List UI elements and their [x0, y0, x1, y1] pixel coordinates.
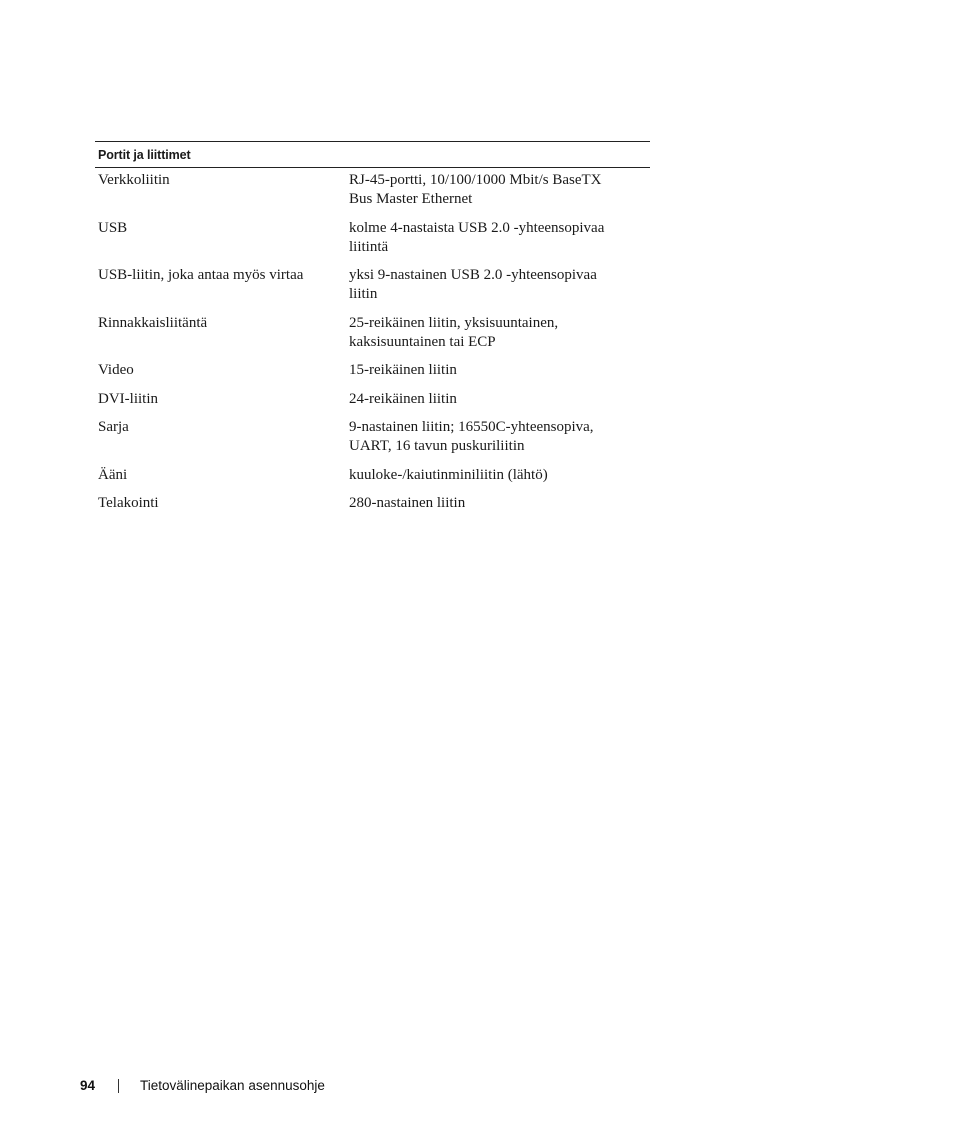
- row-label: DVI-liitin: [98, 390, 158, 407]
- page-number: 94: [80, 1078, 96, 1093]
- row-label: Verkkoliitin: [98, 172, 170, 188]
- table-row: [95, 266, 650, 304]
- row-value: 280-nastainen liitin: [349, 495, 466, 511]
- table-rows: [95, 168, 650, 513]
- row-value: 25-reikäinen liitin, yksisuuntainen, kaksisuuntainen tai ECP: [349, 314, 559, 350]
- row-value: 24-reikäinen liitin: [349, 390, 457, 407]
- table-row: [95, 361, 650, 380]
- row-value: kuuloke-/kaiutinminiliitin (lähtö): [349, 466, 548, 483]
- ports-connectors-table: [95, 141, 650, 523]
- table-row: [95, 418, 650, 456]
- row-label: USB-liitin, joka antaa myös virtaa: [98, 267, 304, 283]
- row-value: 15-reikäinen liitin: [349, 362, 457, 378]
- table-row: [95, 390, 650, 409]
- table-row: [95, 466, 650, 485]
- row-label: Rinnakkaisliitäntä: [98, 314, 208, 331]
- table-header: [95, 141, 650, 168]
- row-label: Telakointi: [98, 495, 159, 511]
- table-row: [95, 219, 650, 257]
- row-label: Ääni: [98, 466, 128, 483]
- table-header-title: Portit ja liittimet: [98, 147, 191, 162]
- row-value: kolme 4-nastaista USB 2.0 -yhteensopivaa liitintä: [349, 219, 605, 255]
- table-row: [95, 171, 650, 209]
- row-value: RJ-45-portti, 10/100/1000 Mbit/s BaseTX Bus Master Ethernet: [349, 172, 602, 207]
- footer-divider: [118, 1079, 119, 1093]
- row-label: Sarja: [98, 419, 129, 435]
- footer-title: Tietovälinepaikan asennusohje: [140, 1078, 325, 1093]
- row-value: 9-nastainen liitin; 16550C-yhteensopiva, UART, 16 tavun puskuriliitin: [349, 419, 594, 454]
- table-row: [95, 494, 650, 513]
- page-footer: [80, 1078, 325, 1093]
- table-row: [95, 314, 650, 352]
- row-value: yksi 9-nastainen USB 2.0 -yhteensopivaa liitin: [349, 267, 597, 302]
- row-label: USB: [98, 219, 128, 236]
- row-label: Video: [98, 362, 134, 378]
